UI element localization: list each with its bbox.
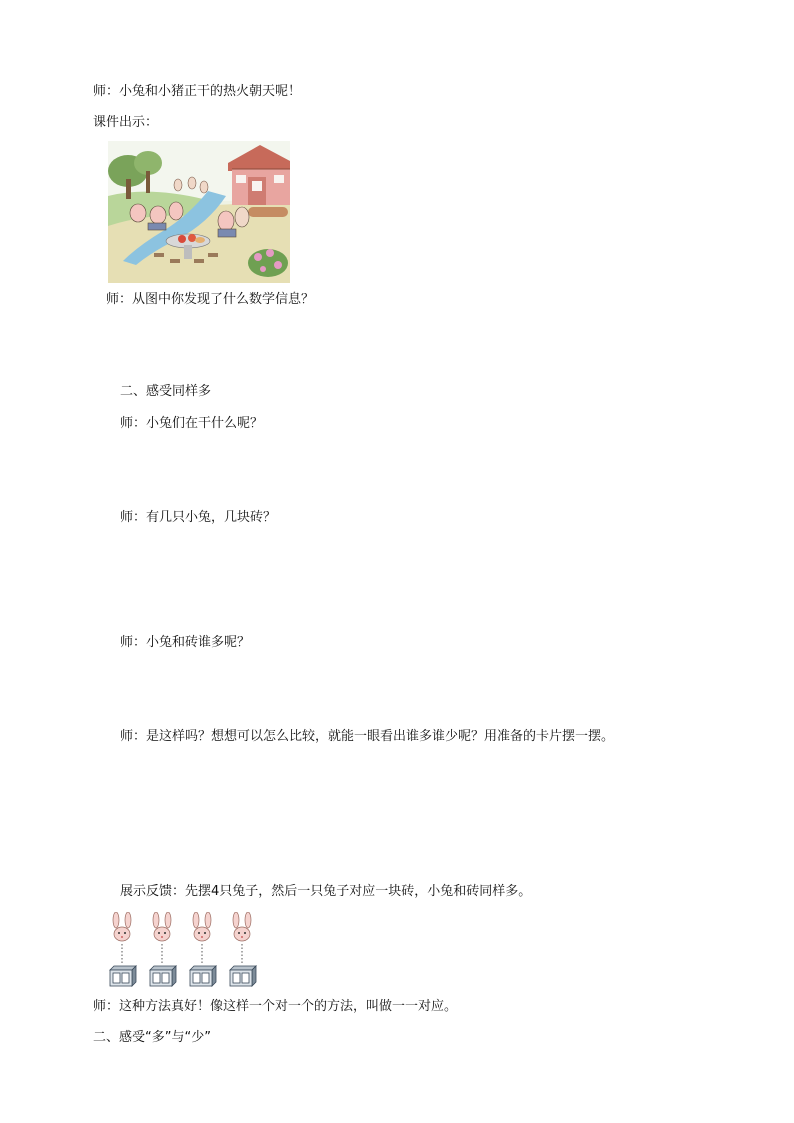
brick-icon: [150, 966, 176, 986]
correspondence-figure: [106, 912, 276, 988]
rabbit-icon: [113, 912, 131, 941]
flower-bush: [248, 249, 288, 277]
feedback-line: 展示反馈：先摆4只兔子，然后一只兔子对应一块砖，小兔和砖同样多。: [120, 884, 532, 899]
brick-icon: [190, 966, 216, 986]
teacher-compare-line: 师：是这样吗？想想可以怎么比较，就能一眼看出谁多谁少呢？用准备的卡片摆一摆。: [120, 729, 615, 744]
rabbit-icon: [153, 912, 171, 941]
teacher-method-line: 师：这种方法真好！像这样一个对一个的方法，叫做一一对应。: [93, 999, 458, 1014]
brick-icon: [110, 966, 136, 986]
rabbit-icon: [233, 912, 251, 941]
rabbit-icon: [193, 912, 211, 941]
courseware-label: 课件出示：: [93, 115, 159, 130]
brick-icon: [230, 966, 256, 986]
teacher-info-line: 师：从图中你发现了什么数学信息？: [106, 292, 315, 307]
teacher-more-line: 师：小兔和砖谁多呢？: [120, 635, 251, 650]
courseware-illustration: [108, 141, 290, 283]
teacher-doing-line: 师：小兔们在干什么呢？: [120, 416, 264, 431]
section-heading-more-less: 二、感受“多”与“少”: [93, 1030, 211, 1045]
teacher-busy-line: 师：小兔和小猪正干的热火朝天呢！: [93, 84, 302, 99]
log: [248, 207, 288, 217]
section-heading-same: 二、感受同样多: [120, 384, 212, 399]
teacher-count-line: 师：有几只小兔，几块砖？: [120, 510, 277, 525]
